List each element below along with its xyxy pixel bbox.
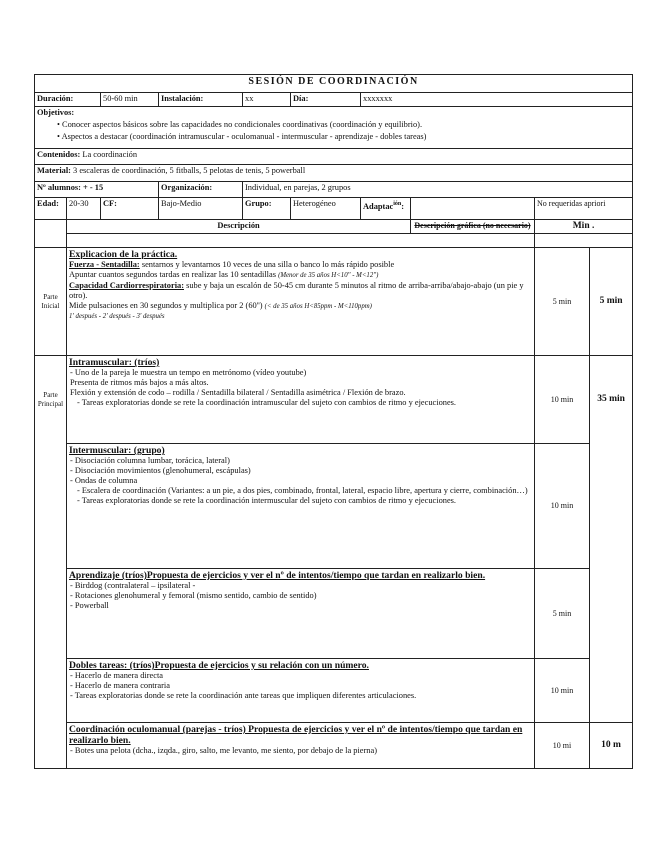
objetivo-item: • Aspectos a destacar (coordinación intramuscular - oculomanual - intermuscular - aprendizaje - dobles tareas) xyxy=(57,132,427,141)
list-item: - Disociación columna lumbar, torácica, lateral) xyxy=(70,456,230,465)
list-item: - Hacerlo de manera directa xyxy=(70,671,163,680)
section-row xyxy=(35,659,633,723)
phase-total-time: 10 m xyxy=(590,723,633,769)
material-value: 3 escaleras de coordinación, 5 fitballs, 5 pelotas de tenis, 5 powerball xyxy=(73,166,306,175)
section-content xyxy=(67,659,535,723)
section-heading: Explicacion de la práctica. xyxy=(69,249,178,260)
phase-total-time: 5 min xyxy=(590,248,633,356)
list-item: Flexión y extensión de codo – rodilla / Sentadilla bilateral / Sentadilla asimétrica / Flexión de brazo. xyxy=(70,388,406,397)
objetivos-list xyxy=(37,120,630,142)
edad-label: Edad: xyxy=(35,198,67,220)
session-table xyxy=(34,74,633,769)
section-time: 5 min xyxy=(535,248,590,356)
material-label: Material: xyxy=(37,166,71,175)
cf-value: Bajo-Medio xyxy=(159,198,243,220)
section-heading: Intermuscular: (grupo) xyxy=(69,445,165,456)
duracion-value: 50-60 min xyxy=(101,93,159,107)
organizacion-value: Individual, en parejas, 2 grupos xyxy=(243,182,633,198)
section-heading: Coordinación oculomanual (parejas - tríos) Propuesta de ejercicios y ver el nº de intentos/tiempo que tardan en realizarlo bien. xyxy=(69,724,523,746)
section-heading: Aprendizaje (tríos)Propuesta de ejercicios y ver el nº de intentos/tiempo que tardan en realizarlo bien. xyxy=(69,570,486,581)
contenidos-label: Contenidos: xyxy=(37,150,81,159)
adaptacion-value: No requeridas apriori xyxy=(535,198,633,220)
list-item: - Hacerlo de manera contraria xyxy=(70,681,170,690)
list-item: - Birddog (contralateral – ipsilateral - xyxy=(70,581,196,590)
instalacion-label: Instalación: xyxy=(159,93,243,107)
section-time: 10 mi xyxy=(535,723,590,769)
edad-value: 20-30 xyxy=(67,198,101,220)
section-row xyxy=(35,444,633,569)
section-time: 10 min xyxy=(535,356,590,444)
contenidos-cell xyxy=(35,149,633,165)
list-item: - Escalera de coordinación (Variantes: a un pie, a dos pies, combinado, frontal, lateral, espacio libre, apertura y cierre, combinación…) xyxy=(77,486,528,495)
material-cell xyxy=(35,165,633,182)
duracion-label: Duración: xyxy=(35,93,101,107)
section-heading: Intramuscular: (tríos) xyxy=(69,357,160,368)
contenidos-value: La coordinación xyxy=(82,150,138,159)
objetivos-label: Objetivos: xyxy=(37,108,75,117)
list-item: - Rotaciones glenohumeral y femoral (mismo sentido, cambio de sentido) xyxy=(70,591,317,600)
section-time: 10 min xyxy=(535,444,590,569)
list-item: - Disociación movimientos (glenohumeral, escápulas) xyxy=(70,466,251,475)
section-content xyxy=(67,444,535,569)
col-min: Min . xyxy=(535,220,633,234)
dia-value: xxxxxxx xyxy=(361,93,633,107)
section-row xyxy=(35,569,633,659)
section-row xyxy=(35,356,633,444)
section-time: 5 min xyxy=(535,569,590,659)
alumnos-label: Nº alumnos: + - 15 xyxy=(35,182,159,198)
phase-label: Parte Inicial xyxy=(35,248,67,356)
section-heading: Dobles tareas: (tríos)Propuesta de ejercicios y su relación con un número. xyxy=(69,660,369,671)
objetivo-item: • Conocer aspectos básicos sobre las capacidades no condicionales coordinativas (coordinación y equilibrio). xyxy=(57,120,423,129)
session-sheet xyxy=(34,74,632,769)
list-item: - Uno de la pareja le muestra un tempo en metrónomo (vídeo youtube) xyxy=(70,368,307,377)
section-content xyxy=(67,569,535,659)
page-title: SESIÓN DE COORDINACIÓN xyxy=(35,75,633,93)
list-item: - Tareas exploratorias donde se rete la coordinación intermuscular del sujeto con cambios de ritmo y ejecuciones. xyxy=(77,496,457,505)
section-content: Explicacion de la práctica. Fuerza - Sentadilla: sentarnos y levantarnos 10 veces de una silla o banco lo más rápido posible Apuntar cuantos segundos tardas en realizar las 10 sentadillas (Menor de 35 años H<10'' - M<12'') Capacidad Cardiorrespiratoria: sube y baja un escalón de 50-45 cm durante 5 minutos al ritmo de arriba-arriba/abajo-abajo (un pie y otro). Mide pulsaciones en 30 segundos y multiplica por 2 (60'') (< de 35 años H<85ppm - M<110ppm) 1' después - 2' después - 3' después xyxy=(67,248,535,356)
section-content xyxy=(67,723,535,769)
section-row xyxy=(35,248,633,356)
cf-label: CF: xyxy=(101,198,159,220)
organizacion-label: Organización: xyxy=(159,182,243,198)
section-row xyxy=(35,723,633,769)
list-item: - Tareas exploratorias donde se rete la coordinación intramuscular del sujeto con cambios de ritmo y ejecuciones. xyxy=(77,398,457,407)
adaptacion-label: Adaptac$^{ión}$: xyxy=(361,198,411,220)
list-item: - Ondas de columna xyxy=(70,476,138,485)
dia-label: Día: xyxy=(291,93,361,107)
list-item: Presenta de ritmos más bajos a más altos. xyxy=(70,378,209,387)
list-item: - Botes una pelota (dcha., izqda., giro, salto, me levanto, me siento, por debajo de la pierna) xyxy=(70,746,377,755)
section-content xyxy=(67,356,535,444)
list-item: - Tareas exploratorias donde se rete la coordinación ante tareas que impliquen diferentes articulaciones. xyxy=(70,691,417,700)
instalacion-value: xx xyxy=(243,93,291,107)
list-item: - Powerball xyxy=(70,601,109,610)
section-time: 10 min xyxy=(535,659,590,723)
phase-total-time: 35 min xyxy=(590,356,633,444)
col-grafica: Descripción gráfica (no necesario) xyxy=(411,220,535,234)
phase-label: Parte Principal xyxy=(35,356,67,444)
grupo-label: Grupo: xyxy=(243,198,291,220)
col-descripcion: Descripción xyxy=(67,220,411,234)
grupo-value: Heterogéneo xyxy=(291,198,361,220)
objetivos-cell xyxy=(35,107,633,149)
